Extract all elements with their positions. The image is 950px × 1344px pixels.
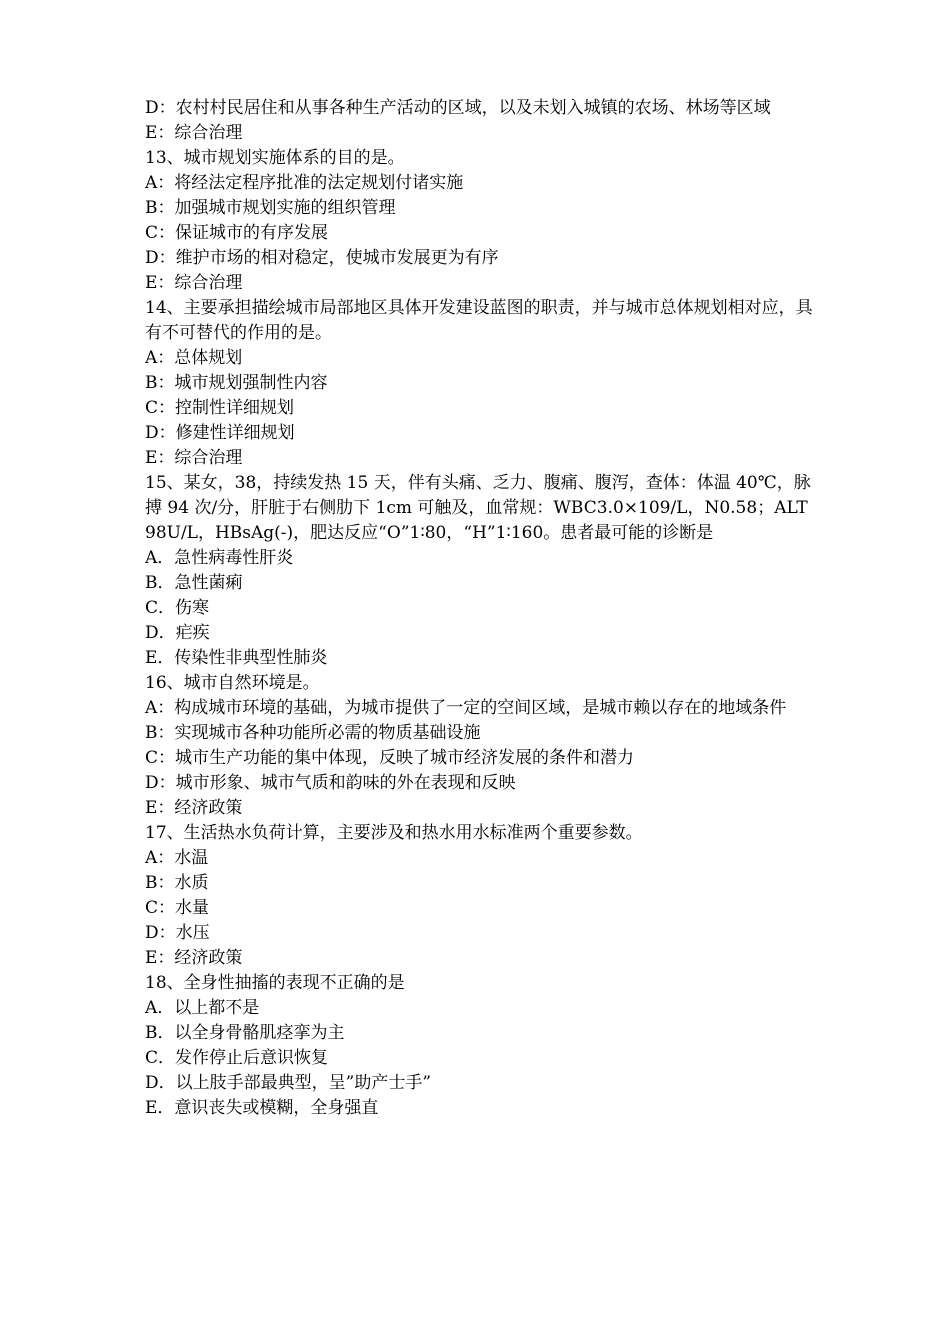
question-15: 15、某女，38，持续发热 15 天，伴有头痛、乏力、腹痛、腹泻，查体：体温 40℃，脉搏 94 次/分，肝脏于右侧肋下 1cm 可触及，血常规：WBC3.0×109/L，N0.58；ALT98U/L，HBsAg(-)，肥达反应“O”1∶80，“H”1∶160。患者最可能的诊断是	[145, 473, 811, 543]
option-line: A：总体规划	[145, 348, 243, 368]
option-line: D：修建性详细规划	[145, 423, 295, 443]
option-line: C：城市生产功能的集中体现，反映了城市经济发展的条件和潜力	[145, 748, 635, 768]
option-line: B．急性菌痢	[145, 573, 243, 593]
option-line: D：水压	[145, 923, 210, 943]
option-line: C．伤寒	[145, 598, 210, 618]
option-line: E：经济政策	[145, 798, 243, 818]
option-line: D：城市形象、城市气质和韵味的外在表现和反映	[145, 773, 516, 793]
option-line: A．急性病毒性肝炎	[145, 548, 294, 568]
option-line: D：维护市场的相对稳定，使城市发展更为有序	[145, 248, 499, 268]
option-line: C：保证城市的有序发展	[145, 223, 329, 243]
option-line: D．以上肢手部最典型，呈”助产士手”	[145, 1073, 432, 1093]
option-line: E：综合治理	[145, 448, 243, 468]
option-line: E．意识丧失或模糊，全身强直	[145, 1098, 379, 1118]
option-line: E：综合治理	[145, 123, 243, 143]
option-line: A：水温	[145, 848, 209, 868]
question-14: 14、主要承担描绘城市局部地区具体开发建设蓝图的职责，并与城市总体规划相对应，具有不可替代的作用的是。	[145, 298, 813, 343]
option-line: D．疟疾	[145, 623, 210, 643]
question-17: 17、生活热水负荷计算，主要涉及和热水用水标准两个重要参数。	[145, 823, 643, 843]
option-line: E：综合治理	[145, 273, 243, 293]
option-line: B．以全身骨骼肌痉挛为主	[145, 1023, 345, 1043]
document-page	[145, 96, 815, 1121]
option-line: D：农村村民居住和从事各种生产活动的区域，以及未划入城镇的农场、林场等区域	[145, 98, 771, 118]
option-line: C：水量	[145, 898, 210, 918]
option-line: B：水质	[145, 873, 209, 893]
question-16: 16、城市自然环境是。	[145, 673, 320, 693]
option-line: B：实现城市各种功能所必需的物质基础设施	[145, 723, 481, 743]
option-line: E．传染性非典型性肺炎	[145, 648, 328, 668]
question-18: 18、全身性抽搐的表现不正确的是	[145, 973, 405, 993]
option-line: C：控制性详细规划	[145, 398, 295, 418]
option-line: E：经济政策	[145, 948, 243, 968]
question-13: 13、城市规划实施体系的目的是。	[145, 148, 405, 168]
option-line: C．发作停止后意识恢复	[145, 1048, 329, 1068]
option-line: A：构成城市环境的基础，为城市提供了一定的空间区域，是城市赖以存在的地域条件	[145, 698, 787, 718]
option-line: B：城市规划强制性内容	[145, 373, 328, 393]
option-line: B：加强城市规划实施的组织管理	[145, 198, 396, 218]
option-line: A．以上都不是	[145, 998, 260, 1018]
option-line: A：将经法定程序批准的法定规划付诸实施	[145, 173, 464, 193]
